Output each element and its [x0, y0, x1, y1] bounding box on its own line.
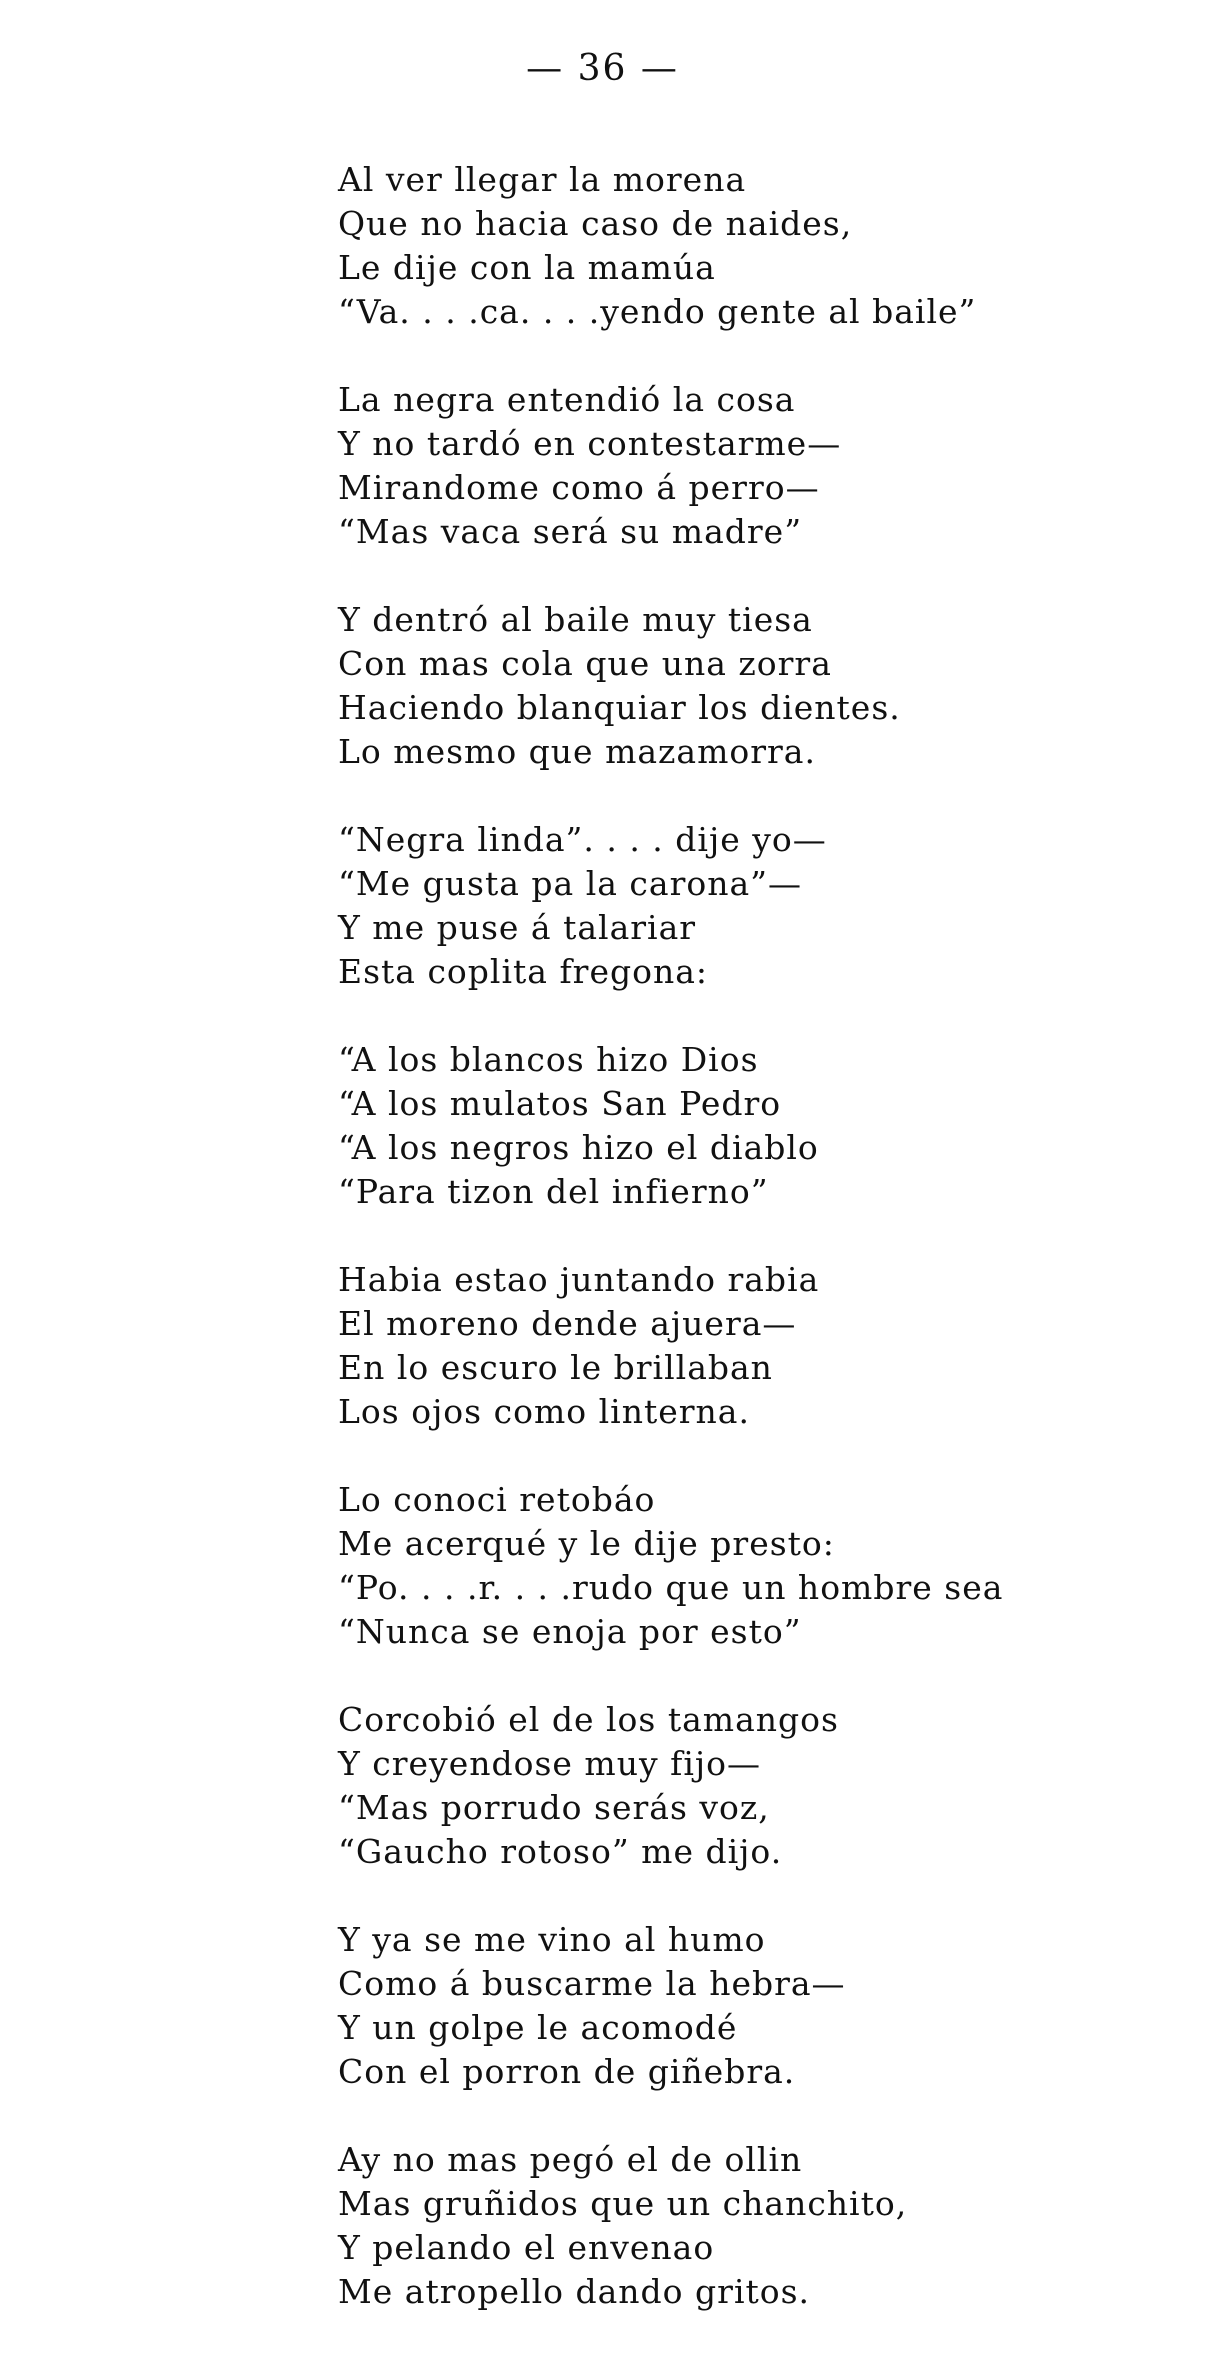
verse-line: “Nunca se enoja por esto” — [338, 1612, 802, 1651]
stanza — [338, 158, 1198, 334]
verse-line: La negra entendió la cosa — [338, 380, 796, 419]
stanza — [338, 1478, 1198, 1654]
verse-line: “Me gusta pa la carona”— — [338, 864, 803, 903]
stanza — [338, 1038, 1198, 1214]
verse-line: Y no tardó en contestarme— — [338, 424, 842, 463]
stanza — [338, 1698, 1198, 1874]
verse-line: Como á buscarme la hebra— — [338, 1964, 846, 2003]
stanza — [338, 1258, 1198, 1434]
verse-line: Al ver llegar la morena — [338, 160, 747, 199]
verse-line: Ay no mas pegó el de ollin — [338, 2140, 803, 2179]
stanza — [338, 378, 1198, 554]
stanza — [338, 598, 1198, 774]
verse-line: Esta coplita fregona: — [338, 952, 709, 991]
verse-line: “Mas porrudo serás voz, — [338, 1788, 770, 1827]
verse-line: “Gaucho rotoso” me dijo. — [338, 1832, 783, 1871]
verse-line: “Negra linda”. . . . dije yo— — [338, 820, 827, 859]
verse-line: “A los negros hizo el diablo — [338, 1128, 819, 1167]
stanza — [338, 818, 1198, 994]
verse-line: “Para tizon del infierno” — [338, 1172, 769, 1211]
verse-line: Mirandome como á perro— — [338, 468, 820, 507]
page-number: — 36 — — [526, 48, 679, 89]
verse-line: Lo conoci retobáo — [338, 1480, 656, 1519]
verse-line: “Po. . . .r. . . .rudo que un hombre sea — [338, 1568, 1004, 1607]
verse-line: “A los blancos hizo Dios — [338, 1040, 759, 1079]
verse-line: Los ojos como linterna. — [338, 1392, 750, 1431]
verse-line: Con mas cola que una zorra — [338, 644, 832, 683]
verse-line: Lo mesmo que mazamorra. — [338, 732, 816, 771]
verse-line: El moreno dende ajuera— — [338, 1304, 797, 1343]
verse-line: Haciendo blanquiar los dientes. — [338, 688, 901, 727]
verse-line: Mas gruñidos que un chanchito, — [338, 2184, 908, 2223]
verse-line: “Va. . . .ca. . . .yendo gente al baile” — [338, 292, 977, 331]
verse-line: Y me puse á talariar — [338, 908, 697, 947]
verse-line: Y dentró al baile muy tiesa — [338, 600, 813, 639]
verse-line: Corcobió el de los tamangos — [338, 1700, 839, 1739]
verse-line: Y pelando el envenao — [338, 2228, 715, 2267]
verse-line: Habia estao juntando rabia — [338, 1260, 820, 1299]
verse-line: Y ya se me vino al humo — [338, 1920, 766, 1959]
verse-line: “Mas vaca será su madre” — [338, 512, 803, 551]
verse-line: Me acerqué y le dije presto: — [338, 1524, 835, 1563]
verse-line: Con el porron de giñebra. — [338, 2052, 796, 2091]
verse-line: Que no hacia caso de naides, — [338, 204, 853, 243]
poem — [338, 158, 1198, 2358]
verse-line: Le dije con la mamúa — [338, 248, 716, 287]
verse-line: Me atropello dando gritos. — [338, 2272, 811, 2311]
verse-line: Y un golpe le acomodé — [338, 2008, 738, 2047]
stanza — [338, 1918, 1198, 2094]
stanza — [338, 2138, 1198, 2314]
verse-line: En lo escuro le brillaban — [338, 1348, 773, 1387]
verse-line: “A los mulatos San Pedro — [338, 1084, 782, 1123]
verse-line: Y creyendose muy fijo— — [338, 1744, 761, 1783]
